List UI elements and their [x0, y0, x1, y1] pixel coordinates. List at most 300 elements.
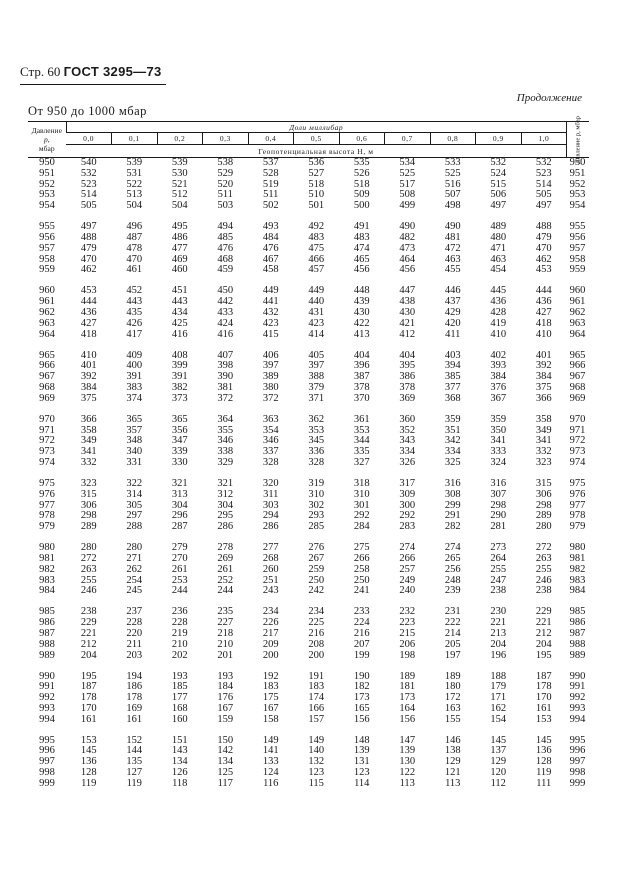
- height-value-cell: 497: [535, 200, 552, 212]
- height-value-cell: 331: [126, 456, 143, 468]
- height-value-cell: 393: [490, 360, 507, 372]
- fraction-header-cell: 0,3: [203, 133, 249, 145]
- height-value-cell: 195: [535, 649, 552, 661]
- pressure-cell-right: 950: [569, 157, 586, 168]
- height-value-cell: 187: [80, 681, 97, 693]
- fraction-header-cell: 0,9: [476, 133, 522, 145]
- height-value-cell: 235: [217, 606, 234, 618]
- height-value-cell: 410: [490, 328, 507, 340]
- height-value-cell: 513: [126, 189, 143, 201]
- height-value-cell: 225: [308, 617, 325, 629]
- height-value-cell: 444: [535, 285, 552, 297]
- height-value-cell: 402: [490, 349, 507, 361]
- height-value-cell: 242: [308, 585, 325, 597]
- height-value-cell: 189: [444, 670, 461, 682]
- height-value-cell: 186: [126, 681, 143, 693]
- height-value-cell: 289: [535, 510, 552, 522]
- height-value-cell: 204: [535, 638, 552, 650]
- height-value-cell: 439: [353, 296, 370, 308]
- height-value-cell: 177: [171, 692, 188, 704]
- height-value-cell: 368: [444, 392, 461, 404]
- height-value-cell: 150: [217, 734, 234, 746]
- height-value-cell: 323: [535, 456, 552, 468]
- height-value-cell: 346: [217, 435, 234, 447]
- height-value-cell: 422: [353, 317, 370, 329]
- height-value-cell: 174: [308, 692, 325, 704]
- height-value-cell: 311: [263, 488, 279, 500]
- fraction-header-cell: 0,5: [294, 133, 340, 145]
- height-value-cell: 238: [80, 606, 97, 618]
- height-value-cell: 320: [262, 477, 279, 489]
- pressure-cell-right: 990: [569, 670, 586, 682]
- pressure-cell-right: 983: [569, 574, 586, 586]
- height-value-cell: 172: [444, 692, 461, 704]
- height-value-cell: 454: [490, 264, 507, 276]
- range-title: От 950 до 1000 мбар: [28, 104, 147, 118]
- height-value-cell: 349: [80, 435, 97, 447]
- height-value-cell: 500: [353, 200, 370, 212]
- height-value-cell: 416: [171, 328, 188, 340]
- pressure-cell-right: 981: [569, 552, 586, 564]
- pressure-cell: 975: [39, 477, 55, 489]
- pressure-cell-right: 961: [569, 296, 586, 308]
- height-value-cell: 444: [80, 296, 97, 308]
- height-value-cell: 443: [171, 296, 188, 308]
- height-value-cell: 189: [399, 670, 416, 682]
- height-value-cell: 301: [353, 499, 370, 511]
- height-value-cell: 522: [126, 178, 143, 190]
- height-value-cell: 332: [535, 446, 552, 458]
- height-value-cell: 343: [399, 435, 416, 447]
- height-value-cell: 372: [262, 392, 279, 404]
- height-value-cell: 384: [80, 381, 97, 393]
- table-row: [28, 394, 589, 405]
- height-value-cell: 179: [490, 681, 507, 693]
- height-value-cell: 429: [444, 306, 461, 318]
- height-value-cell: 223: [399, 617, 416, 629]
- height-value-cell: 469: [171, 253, 188, 265]
- height-value-cell: 534: [399, 157, 416, 168]
- pressure-cell: 979: [39, 521, 55, 533]
- fraction-header-cell: 0,7: [385, 133, 431, 145]
- table-row: [28, 169, 589, 180]
- height-value-cell: 406: [262, 349, 279, 361]
- height-value-cell: 450: [217, 285, 234, 297]
- height-value-cell: 212: [535, 627, 552, 639]
- height-value-cell: 328: [262, 456, 279, 468]
- height-value-cell: 483: [353, 231, 370, 243]
- height-value-cell: 418: [80, 328, 97, 340]
- height-value-cell: 397: [308, 360, 325, 372]
- height-value-cell: 358: [80, 424, 97, 436]
- header-rule: [20, 84, 166, 85]
- height-value-cell: 136: [535, 745, 552, 757]
- height-value-cell: 304: [171, 499, 188, 511]
- height-value-cell: 378: [353, 381, 370, 393]
- height-value-cell: 297: [126, 510, 143, 522]
- height-value-cell: 521: [171, 178, 188, 190]
- height-value-cell: 425: [171, 317, 188, 329]
- height-value-cell: 451: [171, 285, 188, 297]
- height-value-cell: 336: [308, 446, 325, 458]
- height-value-cell: 201: [217, 649, 234, 661]
- height-value-cell: 384: [490, 371, 507, 383]
- height-value-cell: 378: [399, 381, 416, 393]
- height-value-cell: 200: [308, 649, 325, 661]
- pressure-column-header: [28, 122, 66, 158]
- height-value-cell: 156: [353, 713, 370, 725]
- height-value-cell: 480: [490, 231, 507, 243]
- page-number: Стр. 60: [20, 64, 61, 79]
- height-value-cell: 495: [171, 221, 188, 233]
- height-value-cell: 137: [490, 745, 507, 757]
- height-value-cell: 200: [262, 649, 279, 661]
- height-value-cell: 247: [490, 574, 507, 586]
- height-value-cell: 216: [353, 627, 370, 639]
- height-value-cell: 426: [126, 317, 143, 329]
- height-value-cell: 145: [490, 734, 507, 746]
- table-row: [28, 405, 589, 426]
- pressure-cell-right: 978: [569, 510, 586, 522]
- height-value-cell: 117: [217, 777, 233, 789]
- height-value-cell: 257: [399, 563, 416, 575]
- height-value-cell: 390: [217, 371, 234, 383]
- height-value-cell: 176: [217, 692, 234, 704]
- height-value-cell: 145: [535, 734, 552, 746]
- height-value-cell: 347: [171, 435, 188, 447]
- height-value-cell: 365: [171, 413, 188, 425]
- height-value-cell: 181: [399, 681, 416, 693]
- table-row: [28, 522, 589, 533]
- height-value-cell: 466: [308, 253, 325, 265]
- height-value-cell: 193: [171, 670, 188, 682]
- height-value-cell: 210: [171, 638, 188, 650]
- height-value-cell: 365: [126, 413, 143, 425]
- height-value-cell: 244: [217, 585, 234, 597]
- height-value-cell: 484: [262, 231, 279, 243]
- height-value-cell: 115: [308, 777, 324, 789]
- height-value-cell: 178: [80, 692, 97, 704]
- pressure-cell: 959: [39, 264, 55, 276]
- pressure-cell-right: 980: [569, 542, 586, 554]
- fraction-header-cell: 0,4: [248, 133, 294, 145]
- height-value-cell: 366: [80, 413, 97, 425]
- height-value-cell: 165: [353, 702, 370, 714]
- height-value-cell: 193: [217, 670, 234, 682]
- height-value-cell: 191: [308, 670, 325, 682]
- height-value-cell: 478: [126, 242, 143, 254]
- height-value-cell: 470: [80, 253, 97, 265]
- height-value-cell: 279: [171, 542, 188, 554]
- height-value-cell: 210: [217, 638, 234, 650]
- height-value-cell: 516: [444, 178, 461, 190]
- height-value-cell: 470: [535, 242, 552, 254]
- height-value-cell: 327: [353, 456, 370, 468]
- height-value-cell: 532: [535, 157, 552, 168]
- pressure-cell-right: 951: [569, 167, 586, 179]
- height-value-cell: 123: [308, 767, 325, 779]
- height-value-cell: 158: [262, 713, 279, 725]
- height-value-cell: 345: [308, 435, 325, 447]
- height-value-cell: 538: [217, 157, 234, 168]
- pressure-cell: 971: [39, 424, 55, 436]
- height-value-cell: 314: [126, 488, 143, 500]
- height-value-cell: 298: [80, 510, 97, 522]
- pressure-symbol: p,: [43, 135, 50, 144]
- pressure-cell: 977: [39, 499, 55, 511]
- pressure-cell-right: 992: [569, 692, 586, 704]
- height-value-cell: 219: [171, 627, 188, 639]
- table-row: [28, 661, 589, 682]
- height-value-cell: 504: [171, 200, 188, 212]
- height-value-cell: 461: [126, 264, 143, 276]
- height-value-cell: 485: [217, 231, 234, 243]
- height-value-cell: 164: [399, 702, 416, 714]
- height-value-cell: 350: [490, 424, 507, 436]
- fraction-header-cell: 1,0: [521, 133, 567, 145]
- height-value-cell: 326: [399, 456, 416, 468]
- height-value-cell: 460: [171, 264, 188, 276]
- height-value-cell: 175: [262, 692, 279, 704]
- pressure-cell-right: 988: [569, 638, 586, 650]
- height-value-cell: 277: [262, 542, 279, 554]
- height-value-cell: 129: [490, 756, 507, 768]
- height-value-cell: 392: [80, 371, 97, 383]
- height-value-cell: 359: [444, 413, 461, 425]
- height-value-cell: 441: [262, 296, 279, 308]
- height-value-cell: 505: [80, 200, 97, 212]
- fraction-group-header: Доли миллибар: [66, 122, 567, 133]
- height-value-cell: 246: [80, 585, 97, 597]
- height-value-cell: 163: [444, 702, 461, 714]
- height-value-cell: 307: [490, 488, 507, 500]
- height-value-cell: 410: [80, 349, 97, 361]
- height-value-cell: 252: [217, 574, 234, 586]
- pressure-cell-right: 982: [569, 563, 586, 575]
- height-value-cell: 255: [535, 563, 552, 575]
- height-value-cell: 366: [535, 392, 552, 404]
- height-value-cell: 196: [490, 649, 507, 661]
- height-value-cell: 133: [262, 756, 279, 768]
- height-value-cell: 119: [536, 767, 552, 779]
- height-value-cell: 490: [399, 221, 416, 233]
- height-value-cell: 419: [490, 317, 507, 329]
- height-value-cell: 511: [263, 189, 279, 201]
- height-value-cell: 316: [444, 477, 461, 489]
- pressure-cell: 952: [39, 178, 55, 190]
- height-value-cell: 273: [490, 542, 507, 554]
- table-row: [28, 276, 589, 297]
- height-value-cell: 138: [444, 745, 461, 757]
- height-value-cell: 244: [171, 585, 188, 597]
- pressure-header-line-2: [28, 135, 66, 144]
- height-value-cell: 420: [444, 317, 461, 329]
- height-value-cell: 400: [126, 360, 143, 372]
- pressure-cell-right: 999: [569, 777, 586, 789]
- height-value-cell: 306: [80, 499, 97, 511]
- fraction-header-cell: 0,8: [430, 133, 476, 145]
- height-value-cell: 412: [399, 328, 416, 340]
- height-value-cell: 170: [80, 702, 97, 714]
- pressure-cell: 987: [39, 627, 55, 639]
- fraction-header-cell: 0,2: [157, 133, 203, 145]
- table-row: [28, 565, 589, 576]
- height-value-cell: 452: [126, 285, 143, 297]
- height-value-cell: 139: [399, 745, 416, 757]
- pressure-cell-right: 952: [569, 178, 586, 190]
- pressure-cell-right: 998: [569, 767, 586, 779]
- pressure-cell-right: 967: [569, 371, 586, 383]
- height-value-cell: 414: [308, 328, 325, 340]
- height-value-cell: 483: [308, 231, 325, 243]
- height-value-cell: 275: [353, 542, 370, 554]
- height-header: Геопотенциальная высота H, м: [66, 145, 567, 158]
- fraction-header-cell: 0,0: [66, 133, 112, 145]
- height-value-cell: 287: [171, 521, 188, 533]
- pressure-cell: 973: [39, 446, 55, 458]
- height-value-cell: 298: [490, 499, 507, 511]
- height-value-cell: 464: [399, 253, 416, 265]
- height-value-cell: 321: [217, 477, 234, 489]
- height-value-cell: 261: [217, 563, 234, 575]
- height-value-cell: 396: [353, 360, 370, 372]
- height-value-cell: 395: [399, 360, 416, 372]
- height-value-cell: 376: [490, 381, 507, 393]
- height-value-cell: 529: [217, 167, 234, 179]
- height-value-cell: 338: [217, 446, 234, 458]
- height-value-cell: 453: [80, 285, 97, 297]
- pressure-cell-right: 966: [569, 360, 586, 372]
- height-value-cell: 251: [262, 574, 279, 586]
- height-value-cell: 418: [535, 317, 552, 329]
- height-value-cell: 228: [126, 617, 143, 629]
- pressure-header-line-3: мбар: [38, 144, 55, 153]
- height-value-cell: 353: [353, 424, 370, 436]
- continuation-label: Продолжение: [516, 92, 582, 104]
- fraction-header-cell: 0,6: [339, 133, 385, 145]
- height-value-cell: 467: [262, 253, 279, 265]
- height-value-cell: 334: [399, 446, 416, 458]
- height-value-cell: 145: [80, 745, 97, 757]
- height-value-cell: 384: [535, 371, 552, 383]
- height-value-cell: 270: [171, 552, 188, 564]
- height-value-cell: 246: [535, 574, 552, 586]
- height-value-cell: 272: [80, 552, 97, 564]
- height-value-cell: 304: [217, 499, 234, 511]
- height-value-cell: 431: [308, 306, 325, 318]
- height-value-cell: 308: [444, 488, 461, 500]
- height-value-cell: 487: [126, 231, 143, 243]
- height-value-cell: 266: [399, 552, 416, 564]
- height-value-cell: 148: [353, 734, 370, 746]
- height-value-cell: 241: [353, 585, 370, 597]
- height-value-cell: 280: [535, 521, 552, 533]
- height-value-cell: 386: [399, 371, 416, 383]
- pressure-cell-right: 960: [569, 285, 586, 297]
- height-value-cell: 463: [444, 253, 461, 265]
- height-value-cell: 178: [126, 692, 143, 704]
- height-value-cell: 197: [444, 649, 461, 661]
- height-value-cell: 190: [353, 670, 370, 682]
- pressure-cell: 956: [39, 231, 55, 243]
- height-value-cell: 436: [490, 296, 507, 308]
- height-value-cell: 403: [444, 349, 461, 361]
- height-value-cell: 260: [262, 563, 279, 575]
- pressure-cell: 966: [39, 360, 55, 372]
- height-value-cell: 512: [171, 189, 188, 201]
- height-value-cell: 317: [399, 477, 416, 489]
- pressure-cell: 962: [39, 306, 55, 318]
- height-value-cell: 504: [126, 200, 143, 212]
- height-value-cell: 153: [535, 713, 552, 725]
- height-value-cell: 114: [354, 777, 370, 789]
- pressure-cell-right: 958: [569, 253, 586, 265]
- height-value-cell: 134: [171, 756, 188, 768]
- height-value-cell: 280: [80, 542, 97, 554]
- height-value-cell: 491: [353, 221, 370, 233]
- height-value-cell: 278: [217, 542, 234, 554]
- height-value-cell: 258: [353, 563, 370, 575]
- height-value-cell: 302: [308, 499, 325, 511]
- height-value-cell: 188: [490, 670, 507, 682]
- height-value-cell: 249: [399, 574, 416, 586]
- fraction-header-cell: 0,1: [112, 133, 158, 145]
- standard-number: ГОСТ 3295—73: [63, 64, 162, 79]
- pressure-cell-right: 995: [569, 734, 586, 746]
- height-value-cell: 475: [308, 242, 325, 254]
- height-value-cell: 525: [444, 167, 461, 179]
- height-value-cell: 167: [217, 702, 234, 714]
- height-value-cell: 292: [399, 510, 416, 522]
- pressure-cell-right: 964: [569, 328, 586, 340]
- pressure-cell: 991: [39, 681, 55, 693]
- height-value-cell: 533: [444, 157, 461, 168]
- height-value-cell: 282: [444, 521, 461, 533]
- pressure-cell: 964: [39, 328, 55, 340]
- height-value-cell: 436: [80, 306, 97, 318]
- table-row: [28, 640, 589, 651]
- height-value-cell: 462: [535, 253, 552, 265]
- height-value-cell: 416: [217, 328, 234, 340]
- table-row: [28, 715, 589, 726]
- height-value-cell: 255: [80, 574, 97, 586]
- height-value-cell: 293: [308, 510, 325, 522]
- pressure-cell: 955: [39, 221, 55, 233]
- height-value-cell: 221: [80, 627, 97, 639]
- height-value-cell: 209: [262, 638, 279, 650]
- height-value-cell: 183: [308, 681, 325, 693]
- height-value-cell: 323: [80, 477, 97, 489]
- height-value-cell: 449: [308, 285, 325, 297]
- pressure-cell: 981: [39, 552, 55, 564]
- height-value-cell: 217: [262, 627, 279, 639]
- height-value-cell: 161: [126, 713, 143, 725]
- height-value-cell: 143: [171, 745, 188, 757]
- height-value-cell: 456: [399, 264, 416, 276]
- height-value-cell: 129: [444, 756, 461, 768]
- height-value-cell: 380: [262, 381, 279, 393]
- height-value-cell: 131: [353, 756, 370, 768]
- height-value-cell: 496: [126, 221, 143, 233]
- height-value-cell: 116: [263, 777, 279, 789]
- height-value-cell: 205: [444, 638, 461, 650]
- height-value-cell: 255: [490, 563, 507, 575]
- height-value-cell: 387: [353, 371, 370, 383]
- height-value-cell: 315: [535, 477, 552, 489]
- height-value-cell: 208: [308, 638, 325, 650]
- height-value-cell: 520: [217, 178, 234, 190]
- pressure-cell: 950: [39, 157, 55, 168]
